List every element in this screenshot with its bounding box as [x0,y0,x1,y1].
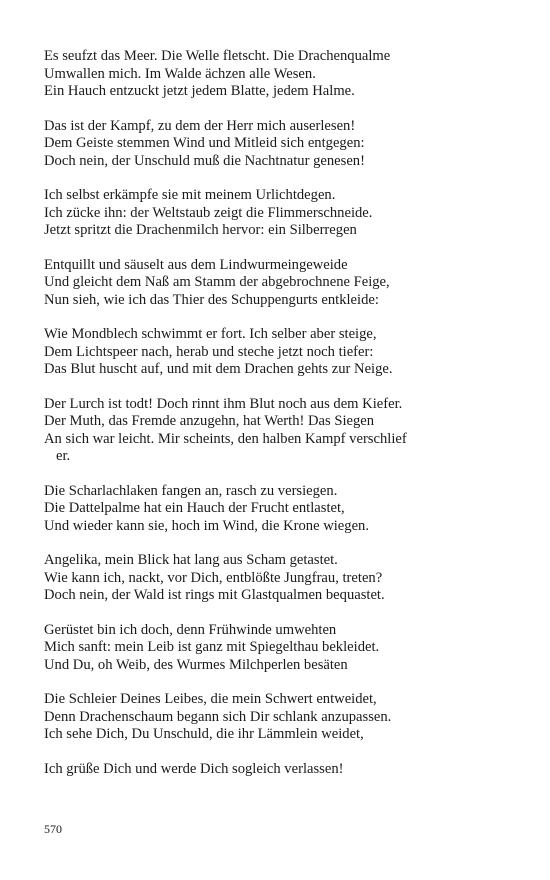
verse-line: Wie kann ich, nackt, vor Dich, entblößte Jungfrau, treten? [44,569,383,586]
stanza [44,48,524,101]
verse-line: Mich sanft: mein Leib ist ganz mit Spiegelthau bekleidet. [44,639,380,655]
verse-line: Doch nein, der Unschuld muß die Nachtnatur genesen! [44,152,365,169]
page-number: 570 [44,822,62,836]
verse-line: Ich sehe Dich, Du Unschuld, die ihr Lämmlein weidet, [44,726,364,742]
verse-line: Wie Mondblech schwimmt er fort. Ich selber aber steige, [44,326,377,342]
verse-line: Ich zücke ihn: der Weltstaub zeigt die Flimmerschneide. [44,204,373,221]
verse-line: Ich selbst erkämpfe sie mit meinem Urlichtdegen. [44,187,336,203]
verse-line: Und gleicht dem Naß am Stamm der abgebrochnene Feige, [44,274,390,290]
verse-line-continuation: er. [56,448,71,464]
verse-line: Nun sieh, wie ich das Thier des Schuppengurts entkleide: [44,291,379,308]
stanza [44,622,524,675]
stanza [44,396,524,466]
stanza [44,187,524,240]
verse-line: Jetzt spritzt die Drachenmilch hervor: ein Silberregen [44,222,357,238]
verse-line: Angelika, mein Blick hat lang aus Scham getastet. [44,552,338,568]
stanza [44,483,524,536]
verse-line: Dem Geiste stemmen Wind und Mitleid sich entgegen: [44,135,365,151]
stanza [44,326,524,379]
verse-line: Umwallen mich. Im Walde ächzen alle Wesen. [44,65,316,82]
verse-line: Der Muth, das Fremde anzugehn, hat Werth! Das Siegen [44,413,375,429]
verse-line: Ein Hauch entzuckt jetzt jedem Blatte, jedem Halme. [44,83,355,99]
verse-line: Gerüstet bin ich doch, denn Frühwinde umwehten [44,621,337,638]
stanza [44,552,524,605]
verse-line: Entquillt und säuselt aus dem Lindwurmeingeweide [44,256,348,273]
verse-line: Und wieder kann sie, hoch im Wind, die Krone wiegen. [44,517,369,534]
stanza [44,691,524,744]
verse-line: Die Scharlachlaken fangen an, rasch zu versiegen. [44,482,338,499]
verse-line: Doch nein, der Wald ist rings mit Glastqualmen bequastet. [44,587,385,603]
verse-line: Die Schleier Deines Leibes, die mein Schwert entweidet, [44,691,377,707]
verse-line: Und Du, oh Weib, des Wurmes Milchperlen besäten [44,656,348,673]
verse-line: Die Dattelpalme hat ein Hauch der Frucht entlastet, [44,500,345,516]
verse-line: Ich grüße Dich und werde Dich sogleich verlassen! [44,760,344,777]
stanza [44,118,524,171]
poem-text [44,48,524,795]
verse-line: Denn Drachenschaum begann sich Dir schlank anzupassen. [44,708,392,725]
verse-line: Der Lurch ist todt! Doch rinnt ihm Blut noch aus dem Kiefer. [44,395,403,412]
verse-line: An sich war leicht. Mir scheints, den halben Kampf verschlief [44,430,407,447]
stanza [44,761,524,779]
stanza [44,257,524,310]
verse-line: Es seufzt das Meer. Die Welle fletscht. Die Drachenqualme [44,48,391,64]
verse-line: Das ist der Kampf, zu dem der Herr mich auserlesen! [44,117,356,134]
verse-line: Dem Lichtspeer nach, herab und steche jetzt noch tiefer: [44,343,374,360]
verse-line: Das Blut huscht auf, und mit dem Drachen gehts zur Neige. [44,361,393,377]
